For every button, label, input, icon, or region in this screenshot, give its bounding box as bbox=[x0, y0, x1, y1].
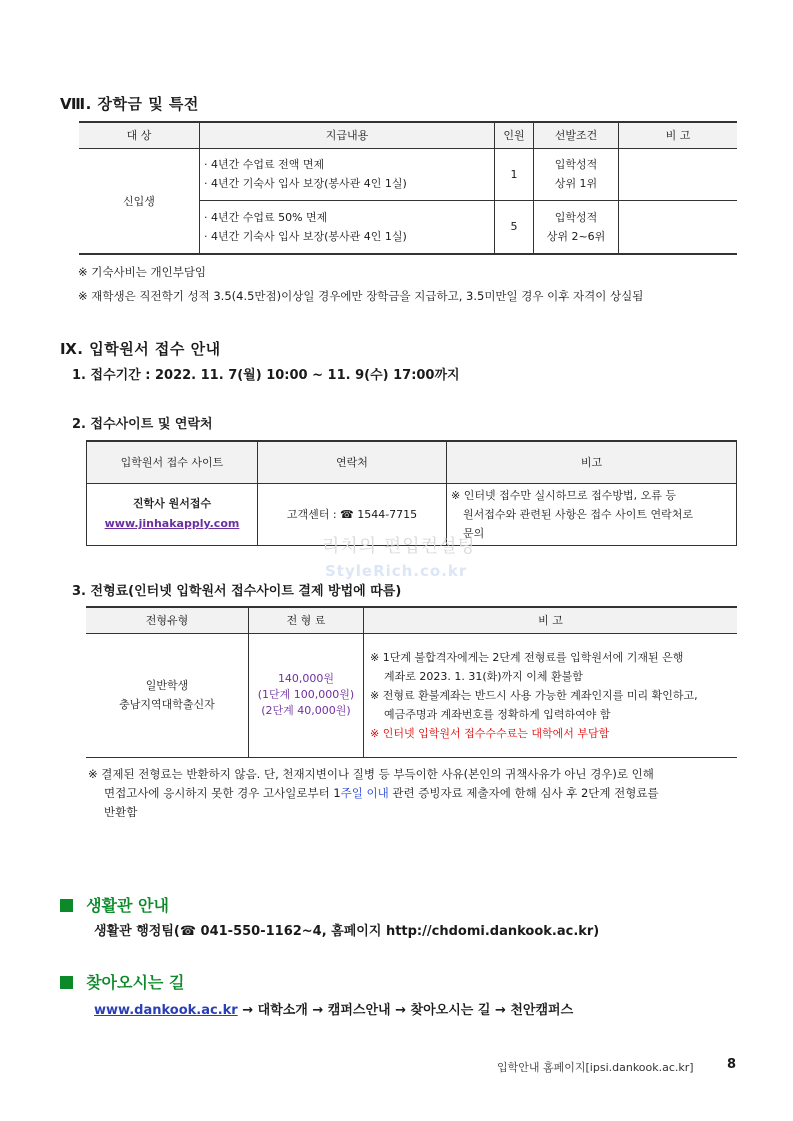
fee-amount: 140,000원 bbox=[277, 672, 335, 685]
col-note: 비고 bbox=[447, 441, 737, 483]
contact-cell: 고객센터 : ☎ 1544-7715 bbox=[258, 483, 447, 545]
application-period: 1. 접수기간 : 2022. 11. 7(월) 10:00 ~ 11. 9(수) 17:00까지 bbox=[72, 368, 460, 383]
fee-note-line: 예금주명과 계좌번호를 정확하게 입력하여야 함 bbox=[384, 707, 611, 721]
col-fee: 전 형 료 bbox=[249, 607, 364, 633]
dankook-url-link[interactable]: www.dankook.ac.kr bbox=[94, 1003, 238, 1018]
directions-title: 찾아오시는 길 bbox=[86, 973, 185, 992]
section9-title: Ⅸ. 입학원서 접수 안내 bbox=[60, 340, 221, 358]
site-name: 진학사 원서접수 bbox=[132, 497, 212, 510]
col-condition: 선발조건 bbox=[534, 122, 619, 148]
dorm-title: 생활관 안내 bbox=[86, 896, 169, 915]
condition-line: 입학성적 bbox=[554, 210, 598, 224]
remark-cell bbox=[619, 200, 738, 254]
fee-stage2: (2단계 40,000원) bbox=[261, 704, 351, 717]
content-line: · 4년간 기숙사 입사 보장(봉사관 4인 1실) bbox=[204, 229, 407, 243]
site-url-link[interactable]: www.jinhakapply.com bbox=[104, 517, 240, 530]
content-line: · 4년간 수업료 50% 면제 bbox=[204, 210, 328, 224]
fee-note-line: 계좌로 2023. 1. 31(화)까지 이체 환불함 bbox=[384, 669, 583, 683]
gpa-note: ※ 재학생은 직전학기 성적 3.5(4.5만점)이상일 경우에만 장학금을 지급하고, 3.5미만일 경우 이후 자격이 상실됨 bbox=[78, 289, 644, 303]
footer-text: 입학안내 홈페이지[ipsi.dankook.ac.kr] bbox=[497, 1061, 694, 1074]
fee-type-line: 충남지역대학출신자 bbox=[119, 698, 215, 711]
site-table bbox=[86, 440, 737, 546]
col-count: 인원 bbox=[495, 122, 534, 148]
remark-cell bbox=[619, 148, 738, 200]
fee-stage1: (1단계 100,000원) bbox=[257, 688, 355, 701]
fee-table bbox=[86, 606, 737, 758]
refund-note: ※ 결제된 전형료는 반환하지 않음. 단, 천재지변이나 질병 등 부득이한 사유(본인의 귀책사유가 아닌 경우)로 인해 면접고사에 응시하지 못한 경우 고사일로부터 1주일 이내 관련 증빙자료 제출자에 한해 심사 후 2단계 전형료를 반환함 bbox=[88, 767, 659, 819]
square-bullet-icon bbox=[60, 976, 73, 989]
col-fee-note: 비 고 bbox=[364, 607, 738, 633]
content-line: · 4년간 수업료 전액 면제 bbox=[204, 158, 325, 171]
table-row bbox=[79, 148, 737, 200]
fee-note-line: ※ 전형료 환불계좌는 반드시 사용 가능한 계좌인지를 미리 확인하고, bbox=[370, 688, 698, 702]
col-contact: 연락처 bbox=[258, 441, 447, 483]
watermark-text: 리치의 편입컨설팅 bbox=[322, 536, 476, 557]
note-line: 문의 bbox=[463, 526, 485, 540]
site-section-title: 2. 접수사이트 및 연락처 bbox=[72, 417, 213, 432]
content-line: · 4년간 기숙사 입사 보장(봉사관 4인 1실) bbox=[204, 177, 407, 190]
square-bullet-icon bbox=[60, 899, 73, 912]
dorm-contact: 생활관 행정팀(☎ 041-550-1162~4, 홈페이지 http://chdomi.dankook.ac.kr) bbox=[94, 924, 600, 939]
fee-note-line: ※ 인터넷 입학원서 접수수수료는 대학에서 부담함 bbox=[370, 726, 610, 740]
fee-type-line: 일반학생 bbox=[145, 679, 189, 692]
fee-section-title: 3. 전형료(인터넷 입학원서 접수사이트 결제 방법에 따름) bbox=[72, 584, 402, 599]
col-remark: 비 고 bbox=[619, 122, 738, 148]
note-line: ※ 인터넷 접수만 실시하므로 접수방법, 오류 등 bbox=[451, 488, 676, 502]
count-cell: 5 bbox=[495, 200, 534, 254]
table-row bbox=[86, 633, 737, 757]
target-cell: 신입생 bbox=[79, 148, 200, 254]
note-line: 원서접수와 관련된 사항은 접수 사이트 연락처로 bbox=[463, 507, 694, 521]
condition-line: 입학성적 bbox=[554, 158, 598, 171]
col-target: 대 상 bbox=[79, 122, 200, 148]
section8-title: Ⅷ. 장학금 및 특전 bbox=[60, 95, 199, 113]
col-type: 전형유형 bbox=[86, 607, 249, 633]
col-content: 지급내용 bbox=[200, 122, 495, 148]
page-number: 8 bbox=[727, 1057, 737, 1072]
dorm-fee-note: ※ 기숙사비는 개인부담임 bbox=[78, 265, 207, 279]
condition-line: 상위 2~6위 bbox=[546, 229, 606, 243]
watermark-url: StyleRich.co.kr bbox=[325, 562, 468, 580]
directions-path: www.dankook.ac.kr → 대학소개 → 캠퍼스안내 → 찾아오시는 길 → 천안캠퍼스 bbox=[94, 1003, 574, 1018]
dorm-heading bbox=[60, 893, 169, 916]
condition-line: 상위 1위 bbox=[554, 177, 598, 190]
count-cell: 1 bbox=[495, 148, 534, 200]
directions-heading bbox=[60, 970, 184, 993]
fee-note-line: ※ 1단계 불합격자에게는 2단계 전형료를 입학원서에 기재된 은행 bbox=[370, 650, 684, 664]
scholarship-table bbox=[79, 121, 737, 255]
col-site: 입학원서 접수 사이트 bbox=[87, 441, 258, 483]
